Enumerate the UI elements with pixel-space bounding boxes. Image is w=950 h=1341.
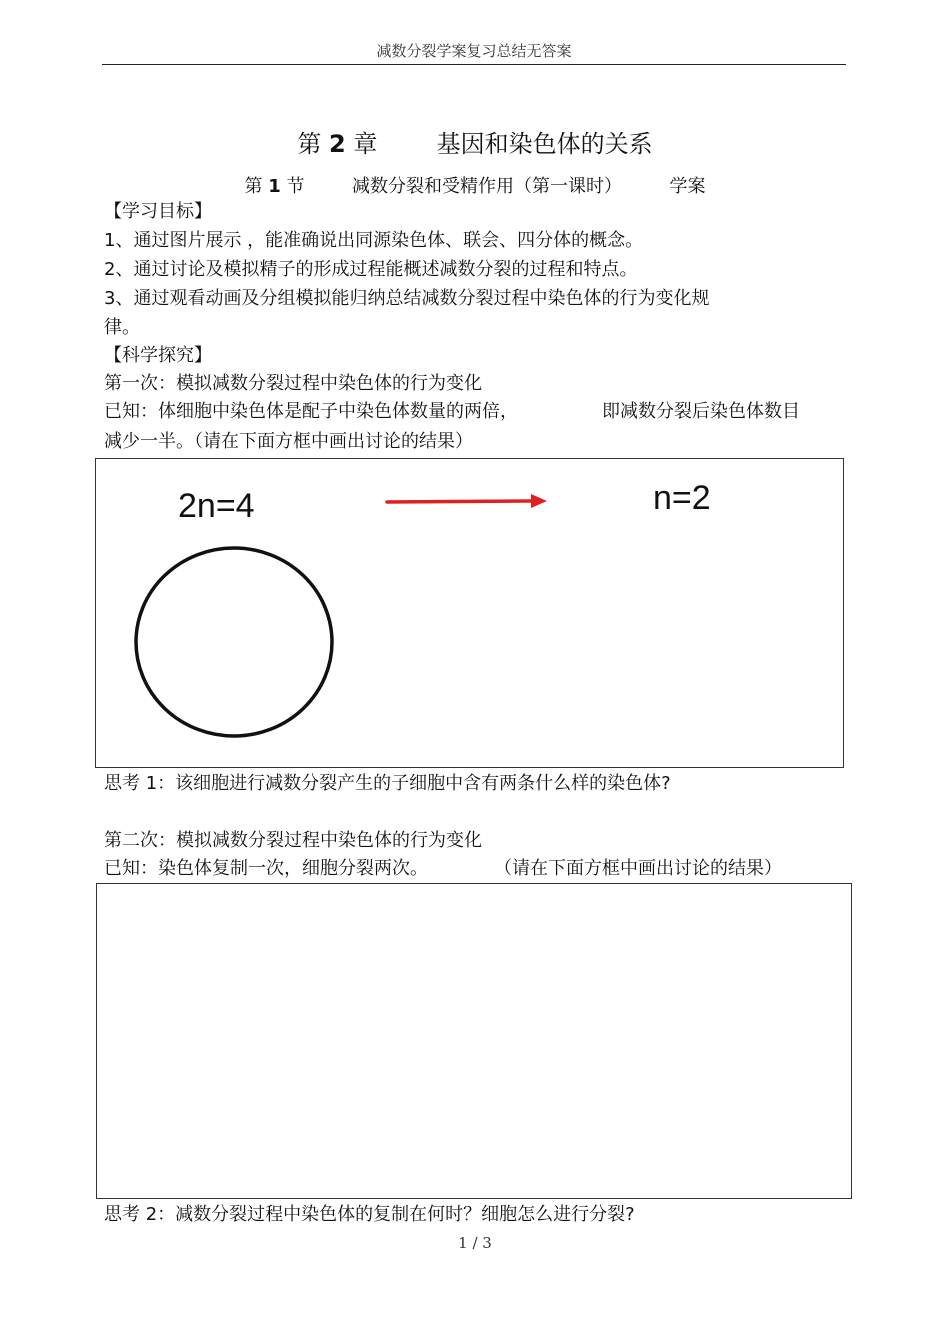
think-question-1: 思考 1：该细胞进行减数分裂产生的子细胞中含有两条什么样的染色体? [104,773,671,794]
chapter-prefix: 第 [297,130,322,158]
running-header: 减数分裂学案复习总结无答案 [376,42,572,60]
section-suffix: 节 [286,176,305,197]
section-name: 减数分裂和受精作用（第一课时） [352,176,622,197]
first-known-part-b: 即减数分裂后染色体数目 [602,401,800,422]
second-instruction: （请在下面方框中画出讨论的结果） [494,858,782,879]
drawing-box-1[interactable] [95,458,844,768]
red-arrow-icon [381,487,551,517]
second-known: 已知：染色体复制一次，细胞分裂两次。 [104,858,428,879]
goal-item-3: 3、通过观看动画及分组模拟能归纳总结减数分裂过程中染色体的行为变化规 [104,288,710,309]
chapter-number: 2 [329,130,346,158]
goals-heading: 【学习目标】 [104,201,212,222]
chapter-name: 基因和染色体的关系 [436,130,653,158]
think-question-2: 思考 2：减数分裂过程中染色体的复制在何时？细胞怎么进行分裂? [104,1204,635,1225]
section-type: 学案 [669,176,706,197]
second-activity-title: 第二次：模拟减数分裂过程中染色体的行为变化 [104,830,482,851]
goal-item-3-cont: 律。 [104,317,140,338]
cell-circle-icon [132,543,336,741]
goal-item-2: 2、通过讨论及模拟精子的形成过程能概述减数分裂的过程和特点。 [104,259,638,280]
first-known-part-a: 已知：体细胞中染色体是配子中染色体数量的两倍， [104,401,518,422]
diploid-label: 2n=4 [178,487,255,525]
section-number: 1 [268,176,281,197]
goal-item-1: 1、通过图片展示 ，能准确说出同源染色体、联会、四分体的概念。 [104,230,644,251]
first-known-instruction: 减少一半。（请在下面方框中画出讨论的结果） [104,431,473,452]
header-rule [102,64,846,65]
chapter-suffix: 章 [353,130,378,158]
inquiry-heading: 【科学探究】 [104,345,212,366]
section-prefix: 第 [244,176,263,197]
haploid-label: n=2 [653,479,711,517]
drawing-box-2[interactable] [96,883,852,1199]
first-activity-title: 第一次：模拟减数分裂过程中染色体的行为变化 [104,373,482,394]
section-title [0,172,950,198]
page-number: 1 / 3 [458,1234,492,1252]
chapter-title [0,124,950,159]
